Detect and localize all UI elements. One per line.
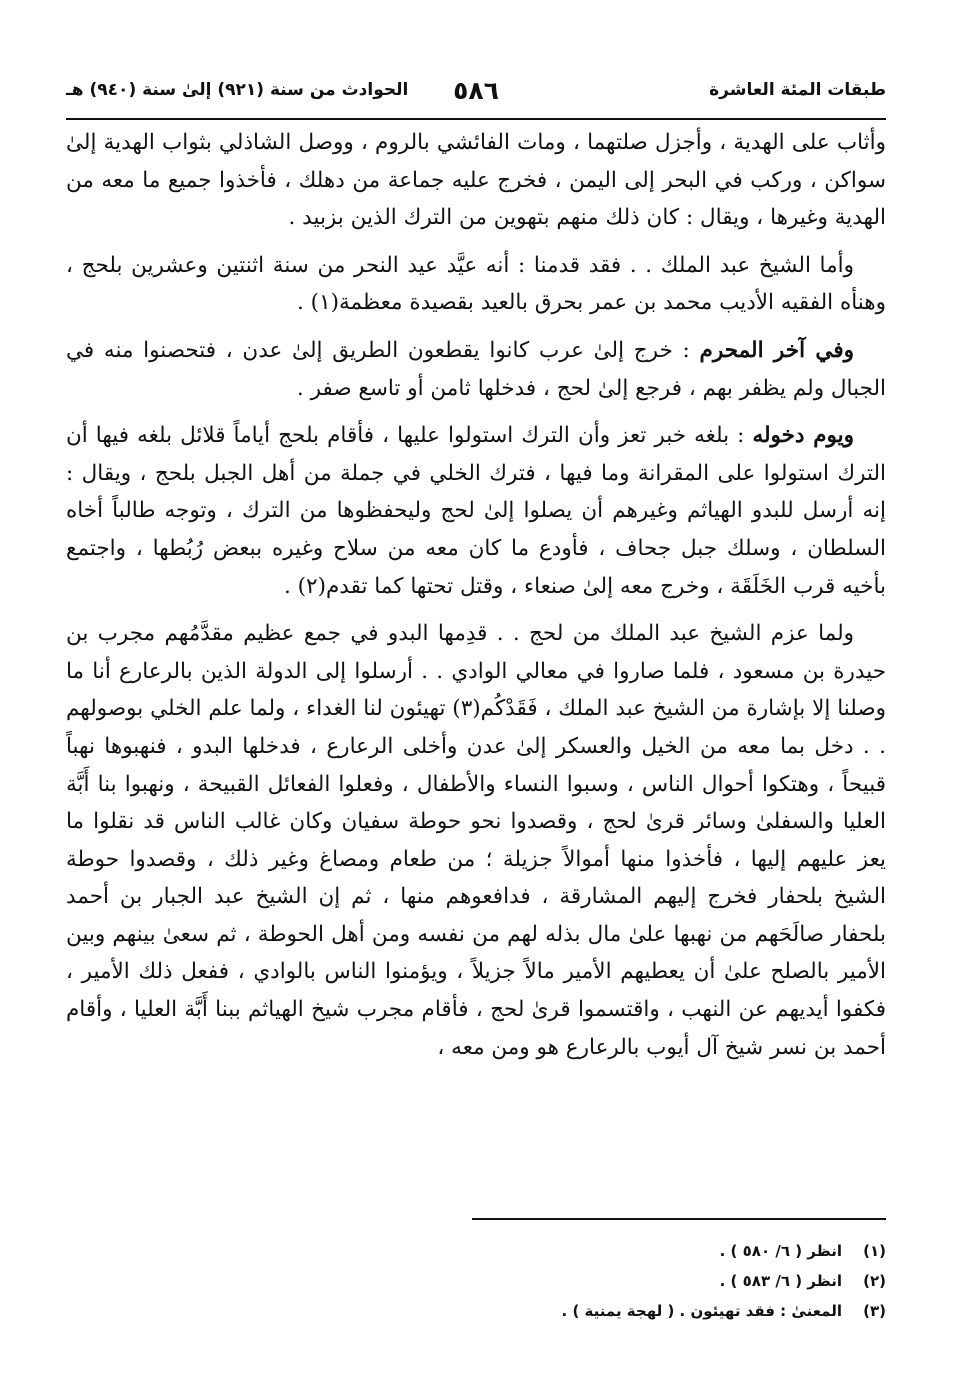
paragraph-text: وأما الشيخ عبد الملك . . فقد قدمنا : أنه عيَّد عيد النحر من سنة اثنتين وعشرين بلحج ، وهنأه الفقيه الأديب محمد بن عمر بحرق بالعيد بقصيدة معظمة(١) . bbox=[66, 252, 886, 316]
footnote bbox=[66, 1236, 886, 1266]
footnote-text: المعنىٰ : فقد تهيئون . ( لهجة يمنية ) . bbox=[561, 1302, 842, 1320]
paragraph-text: : خرج إلىٰ عرب كانوا يقطعون الطريق إلىٰ عدن ، فتحصنوا منه في الجبال ولم يظفر بهم ، فرجع إلىٰ لحج ، فدخلها ثامن أو تاسع صفر . bbox=[66, 337, 886, 401]
footnote-text: انظر ( ٦/ ٥٨٣ ) . bbox=[719, 1272, 842, 1290]
paragraph-lead: وفي آخر المحرم bbox=[699, 337, 855, 363]
footnote-text: انظر ( ٦/ ٥٨٠ ) . bbox=[719, 1242, 842, 1260]
footnote-number: (٢) bbox=[863, 1272, 886, 1290]
paragraph bbox=[66, 247, 886, 322]
footnote-separator bbox=[472, 1218, 886, 1220]
paragraph-text: : بلغه خبر تعز وأن الترك استولوا عليها ، فأقام بلحج أياماً قلائل بلغه فيها أن الترك استولوا على المقرانة وما فيها ، فترك الخلي في جملة من أهل الجبل بلحج ، ويقال : إنه أرسل للبدو الهياثم وغيرهم أن يصلوا إلىٰ لحج وليحفظوها من الترك ، وتوجه طالباً أخاه السلطان ، وسلك جبل جحاف ، فأودع ما كان معه من سلاح وغيره ببعض رُبُطها ، واجتمع بأخيه قرب الخَلَقَة ، وخرج معه إلىٰ صنعاء ، وقتل تحتها كما تقدم(٢) . bbox=[66, 423, 886, 599]
page-header bbox=[66, 72, 886, 120]
section-title: الحوادث من سنة (٩٢١) إلىٰ سنة (٩٤٠) هـ bbox=[66, 80, 409, 100]
footnotes bbox=[66, 1236, 886, 1326]
footnote-number: (٣) bbox=[863, 1302, 886, 1320]
paragraph-text: ولما عزم الشيخ عبد الملك من لحج . . قدِمها البدو في جمع عظيم مقدَّمُهم مجرب بن حيدرة بن مسعود ، فلما صاروا في معالي الوادي . . أرسلوا إلى الدولة الذين بالرعارع أنا ما وصلنا إلا بإشارة من الشيخ عبد الملك ، فَقَدْكُم(٣) تهيئون لنا الغداء ، ولما علم الخلي بوصولهم . . دخل بما معه من الخيل والعسكر إلىٰ عدن وأخلى الرعارع ، فدخلها البدو ، فنهبوها نهباً قبيحاً ، وهتكوا أحوال الناس ، وسبوا النساء والأطفال ، وفعلوا الفعائل القبيحة ، ونهبوا بنا أَبَّة العليا والسفلىٰ وسائر قرىٰ لحج ، وقصدوا نحو حوطة سفيان وكان غالب الناس قد نقلوا ما يعز عليهم إليها ، فأخذوا منها أموالاً جزيلة ؛ من طعام ومصاغ وغير ذلك ، وقصدوا حوطة الشيخ بلحفار فخرج إليهم المشارقة ، فدافعوهم منها ، ثم إن الشيخ عبد الجبار بن أحمد بلحفار صالَحَهم من نهبها علىٰ مال بذله لهم من نفسه ومن أهل الحوطة ، ثم سعىٰ بينهم وبين الأمير بالصلح علىٰ أن يعطيهم الأمير مالاً جزيلاً ، ويؤمنوا الناس بالوادي ، ففعل ذلك الأمير ، فكفوا أيديهم عن النهب ، واقتسموا قرىٰ لحج ، فأقام مجرب شيخ الهياثم ببنا أَبَّة العليا ، وأقام أحمد بن نسر شيخ آل أيوب بالرعارع هو ومن معه ، bbox=[66, 621, 886, 1060]
paragraph-lead: ويوم دخوله bbox=[752, 423, 854, 449]
paragraph-text: وأثاب على الهدية ، وأجزل صلتهما ، ومات الفائشي بالروم ، ووصل الشاذلي بثواب الهدية إلىٰ سواكن ، وركب في البحر إلى اليمن ، فخرج عليه جماعة من دهلك ، فأخذوا جميع ما معه من الهدية وغيرها ، ويقال : كان ذلك منهم بتهوين من الترك الذين بزبيد . bbox=[66, 130, 886, 231]
paragraph bbox=[66, 417, 886, 605]
page-number: ٥٨٦ bbox=[453, 76, 499, 105]
paragraph bbox=[66, 124, 886, 237]
footnote bbox=[66, 1266, 886, 1296]
footnote bbox=[66, 1296, 886, 1326]
main-text bbox=[66, 124, 886, 1076]
book-title: طبقات المئة العاشرة bbox=[709, 80, 886, 100]
paragraph bbox=[66, 332, 886, 407]
footnote-number: (١) bbox=[863, 1242, 886, 1260]
paragraph bbox=[66, 615, 886, 1066]
